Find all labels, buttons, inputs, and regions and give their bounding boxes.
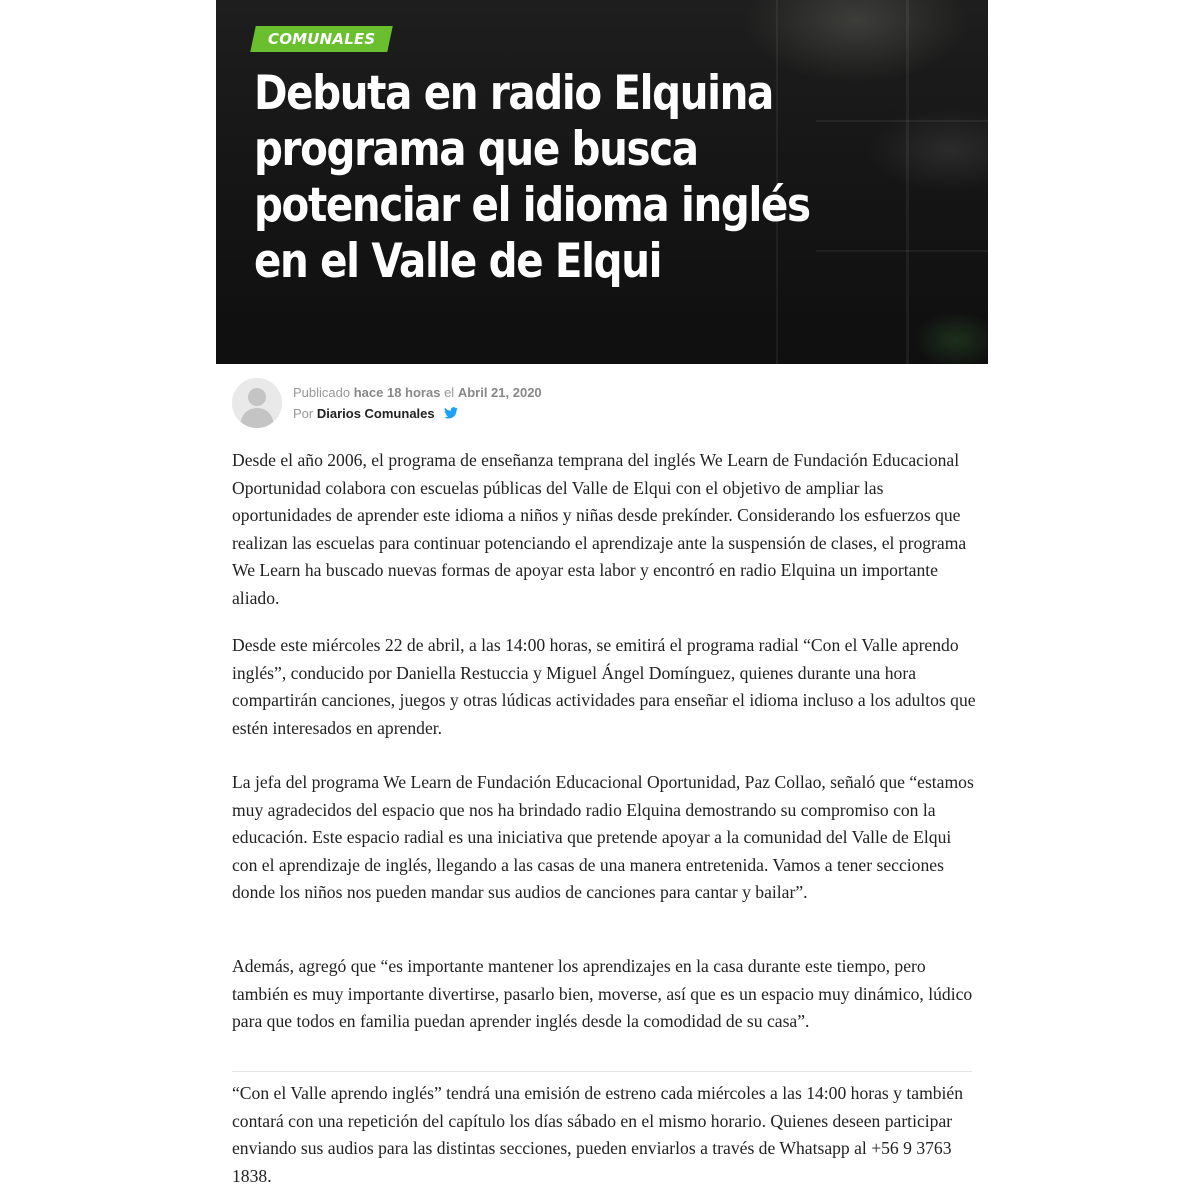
publish-date: Abril 21, 2020 (457, 385, 542, 400)
avatar[interactable] (232, 378, 282, 428)
category-label: COMUNALES (268, 30, 376, 48)
paragraph-1: Desde el año 2006, el programa de enseñanza temprana del inglés We Learn de Fundación Educacional Oportunidad colabora con escuelas públicas del Valle de Elqui con el objetivo de ampliar las oportunidades de aprender este idioma a niños y niñas desde prekínder. Considerando los esfuerzos que realizan las escuelas para continuar potenciando el aprendizaje ante la suspensión de clases, el programa We Learn ha buscado nuevas formas de apoyar esta labor y encontró en radio Elquina un importante aliado. (232, 450, 967, 608)
paragraph-2: Desde este miércoles 22 de abril, a las 14:00 horas, se emitirá el programa radial “Con el Valle aprendo inglés”, conducido por Daniella Restuccia y Miguel Ángel Domínguez, quienes durante una hora compartirán canciones, juegos y otras lúdicas actividades para enseñar el idioma incluso a los adultos que estén interesados en aprender. (232, 635, 976, 738)
author-info (293, 406, 458, 421)
paragraph-3: La jefa del programa We Learn de Fundación Educacional Oportunidad, Paz Collao, señaló que “estamos muy agradecidos del espacio que nos ha brindado radio Elquina demostrando su compromiso con la educación. Este espacio radial es una iniciativa que pretende apoyar a la comunidad del Valle de Elqui con el aprendizaje de inglés, llegando a las casas de una manera entretenida. Vamos a tener secciones donde los niños nos pueden mandar sus audios de canciones para cantar y bailar”. (232, 772, 974, 902)
relative-time: hace 18 horas (353, 385, 441, 400)
article-headline: Debuta en radio Elquina programa que busca potenciar el idioma inglés en el Valle de Elqui (254, 66, 810, 289)
byline (232, 378, 932, 430)
twitter-icon[interactable] (444, 407, 458, 419)
paragraph-4: Además, agregó que “es importante mantener los aprendizajes en la casa durante este tiempo, pero también es muy importante divertirse, pasarlo bien, moverse, así que es un espacio muy dinámico, lúdico para que todos en familia puedan aprender inglés desde la comodidad de su casa”. (232, 956, 973, 1031)
divider (232, 1071, 972, 1072)
published-prefix: Publicado (293, 385, 351, 400)
hero-banner (216, 0, 988, 364)
date-connector: el (444, 385, 455, 400)
author-prefix: Por (293, 406, 314, 421)
author-link[interactable]: Diarios Comunales (316, 406, 435, 421)
paragraph-5: “Con el Valle aprendo inglés” tendrá una emisión de estreno cada miércoles a las 14:00 horas y también contará con una repetición del capítulo los días sábado en el mismo horario. Quienes deseen participar enviando sus audios para las distintas secciones, pueden enviarlos a través de Whatsapp al +56 9 3763 1838. (232, 1083, 964, 1186)
publish-info (293, 385, 542, 400)
category-badge[interactable] (250, 26, 393, 52)
user-placeholder-icon (232, 378, 282, 428)
